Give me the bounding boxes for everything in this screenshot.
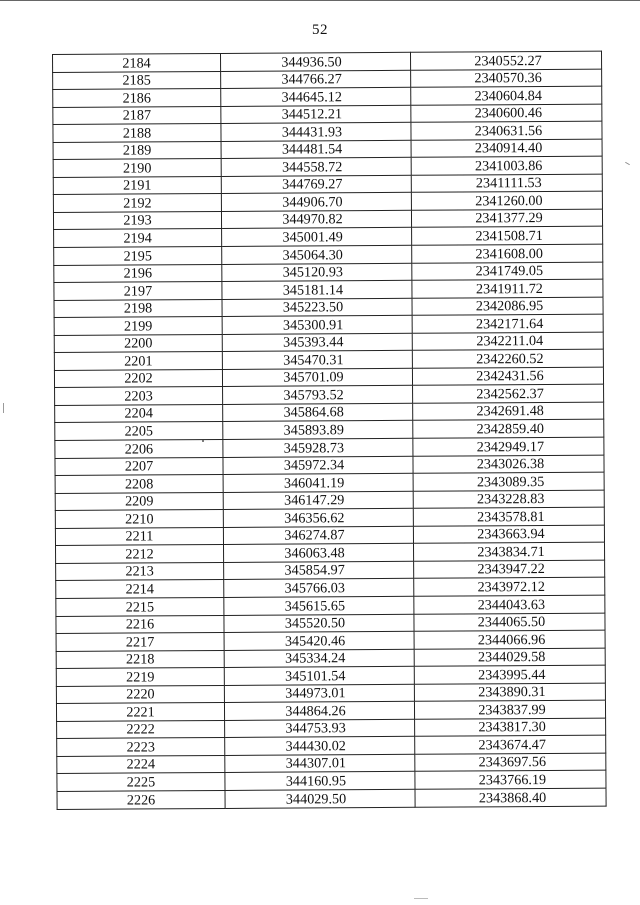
x-coordinate-cell: 345864.68 [223,403,413,422]
y-coordinate-cell: 2342859.40 [413,420,604,439]
scan-bottom-mark [414,898,428,899]
y-coordinate-cell: 2343972.12 [414,578,605,597]
x-coordinate-cell: 344029.50 [225,789,415,808]
x-coordinate-cell: 345793.52 [223,386,413,405]
point-number-cell: 2204 [55,404,223,423]
y-coordinate-cell: 2343890.31 [414,683,605,702]
y-coordinate-cell: 2344065.50 [414,613,605,632]
x-coordinate-cell: 345300.91 [222,316,412,335]
point-number-cell: 2196 [54,264,222,283]
y-coordinate-cell: 2344043.63 [414,595,605,614]
coordinate-table-container [52,51,606,810]
y-coordinate-cell: 2343697.56 [415,753,606,772]
y-coordinate-cell: 2343663.94 [413,525,604,544]
y-coordinate-cell: 2342171.64 [412,314,603,333]
y-coordinate-cell: 2340570.36 [411,69,602,88]
point-number-cell: 2186 [53,89,221,108]
y-coordinate-cell: 2341749.05 [412,262,603,281]
scan-margin-mark [3,403,4,413]
scan-speck [202,440,204,442]
y-coordinate-cell: 2343228.83 [413,490,604,509]
page-number: 52 [312,22,328,38]
y-coordinate-cell: 2340914.40 [411,139,602,158]
point-number-cell: 2211 [55,527,223,546]
y-coordinate-cell: 2344029.58 [414,648,605,667]
x-coordinate-cell: 344481.54 [221,140,411,159]
point-number-cell: 2199 [54,317,222,336]
y-coordinate-cell: 2340600.46 [411,104,602,123]
point-number-cell: 2189 [53,141,221,160]
point-number-cell: 2195 [54,246,222,265]
x-coordinate-cell: 344512.21 [221,105,411,124]
y-coordinate-cell: 2343578.81 [413,507,604,526]
point-number-cell: 2198 [54,299,222,318]
point-number-cell: 2207 [55,457,223,476]
y-coordinate-cell: 2340552.27 [410,51,601,70]
point-number-cell: 2193 [53,211,221,230]
point-number-cell: 2192 [53,194,221,213]
y-coordinate-cell: 2342211.04 [412,332,603,351]
point-number-cell: 2213 [56,562,224,581]
point-number-cell: 2225 [57,773,225,792]
x-coordinate-cell: 344769.27 [221,175,411,194]
x-coordinate-cell: 344906.70 [221,193,411,212]
point-number-cell: 2223 [57,738,225,757]
y-coordinate-cell: 2343766.19 [415,771,606,790]
y-coordinate-cell: 2342260.52 [412,349,603,368]
point-number-cell: 2218 [56,650,224,669]
x-coordinate-cell: 345470.31 [222,351,412,370]
y-coordinate-cell: 2343817.30 [415,718,606,737]
point-number-cell: 2209 [55,492,223,511]
point-number-cell: 2224 [57,755,225,774]
point-number-cell: 2190 [53,159,221,178]
point-number-cell: 2215 [56,597,224,616]
point-number-cell: 2197 [54,282,222,301]
point-number-cell: 2208 [55,475,223,494]
point-number-cell: 2210 [55,510,223,529]
point-number-cell: 2188 [53,124,221,143]
x-coordinate-cell: 345893.89 [223,421,413,440]
y-coordinate-cell: 2342431.56 [412,367,603,386]
point-number-cell: 2184 [53,53,221,72]
x-coordinate-cell: 344160.95 [225,772,415,791]
point-number-cell: 2226 [57,790,225,809]
y-coordinate-cell: 2341260.00 [411,192,602,211]
x-coordinate-cell: 345120.93 [222,263,412,282]
point-number-cell: 2187 [53,106,221,125]
y-coordinate-cell: 2344066.96 [414,630,605,649]
scan-margin-tick [625,162,630,165]
point-number-cell: 2216 [56,615,224,634]
x-coordinate-cell: 345393.44 [222,333,412,352]
point-number-cell: 2212 [56,545,224,564]
point-number-cell: 2221 [56,703,224,722]
y-coordinate-cell: 2340631.56 [411,121,602,140]
x-coordinate-cell: 346041.19 [223,473,413,492]
x-coordinate-cell: 344431.93 [221,122,411,141]
y-coordinate-cell: 2343089.35 [413,472,604,491]
point-number-cell: 2201 [54,352,222,371]
x-coordinate-cell: 344645.12 [221,87,411,106]
x-coordinate-cell: 345766.03 [224,579,414,598]
point-number-cell: 2220 [56,685,224,704]
x-coordinate-cell: 344864.26 [224,702,414,721]
x-coordinate-cell: 344766.27 [221,70,411,89]
x-coordinate-cell: 344970.82 [221,210,411,229]
point-number-cell: 2203 [55,387,223,406]
x-coordinate-cell: 345420.46 [224,631,414,650]
coordinate-table [52,51,607,810]
y-coordinate-cell: 2343834.71 [413,542,604,561]
point-number-cell: 2222 [57,720,225,739]
x-coordinate-cell: 344430.02 [225,737,415,756]
x-coordinate-cell: 345181.14 [222,280,412,299]
x-coordinate-cell: 345972.34 [223,456,413,475]
coordinate-table-body [53,51,607,809]
point-number-cell: 2219 [56,668,224,687]
y-coordinate-cell: 2343947.22 [414,560,605,579]
point-number-cell: 2206 [55,439,223,458]
y-coordinate-cell: 2343026.38 [413,455,604,474]
x-coordinate-cell: 345701.09 [222,368,412,387]
x-coordinate-cell: 346356.62 [223,509,413,528]
point-number-cell: 2194 [54,229,222,248]
x-coordinate-cell: 345064.30 [222,245,412,264]
y-coordinate-cell: 2341911.72 [412,279,603,298]
x-coordinate-cell: 346063.48 [224,544,414,563]
x-coordinate-cell: 344558.72 [221,158,411,177]
x-coordinate-cell: 345223.50 [222,298,412,317]
point-number-cell: 2191 [53,176,221,195]
point-number-cell: 2200 [54,334,222,353]
x-coordinate-cell: 345854.97 [224,561,414,580]
x-coordinate-cell: 344973.01 [224,684,414,703]
y-coordinate-cell: 2341508.71 [412,227,603,246]
x-coordinate-cell: 344753.93 [225,719,415,738]
x-coordinate-cell: 345615.65 [224,596,414,615]
x-coordinate-cell: 345001.49 [222,228,412,247]
x-coordinate-cell: 345928.73 [223,438,413,457]
x-coordinate-cell: 346147.29 [223,491,413,510]
x-coordinate-cell: 345520.50 [224,614,414,633]
point-number-cell: 2205 [55,422,223,441]
point-number-cell: 2214 [56,580,224,599]
point-number-cell: 2202 [54,369,222,388]
y-coordinate-cell: 2343868.40 [415,788,606,807]
y-coordinate-cell: 2341377.29 [411,209,602,228]
point-number-cell: 2185 [53,71,221,90]
y-coordinate-cell: 2343837.99 [414,700,605,719]
y-coordinate-cell: 2341608.00 [412,244,603,263]
x-coordinate-cell: 346274.87 [223,526,413,545]
x-coordinate-cell: 345101.54 [224,666,414,685]
y-coordinate-cell: 2342949.17 [413,437,604,456]
y-coordinate-cell: 2342562.37 [413,385,604,404]
x-coordinate-cell: 344936.50 [220,52,410,71]
y-coordinate-cell: 2343674.47 [415,735,606,754]
x-coordinate-cell: 344307.01 [225,754,415,773]
y-coordinate-cell: 2342086.95 [412,297,603,316]
x-coordinate-cell: 345334.24 [224,649,414,668]
y-coordinate-cell: 2340604.84 [411,86,602,105]
table-row [57,788,606,809]
top-edge-line [0,0,640,1]
point-number-cell: 2217 [56,633,224,652]
y-coordinate-cell: 2341111.53 [411,174,602,193]
y-coordinate-cell: 2342691.48 [413,402,604,421]
y-coordinate-cell: 2343995.44 [414,665,605,684]
y-coordinate-cell: 2341003.86 [411,156,602,175]
